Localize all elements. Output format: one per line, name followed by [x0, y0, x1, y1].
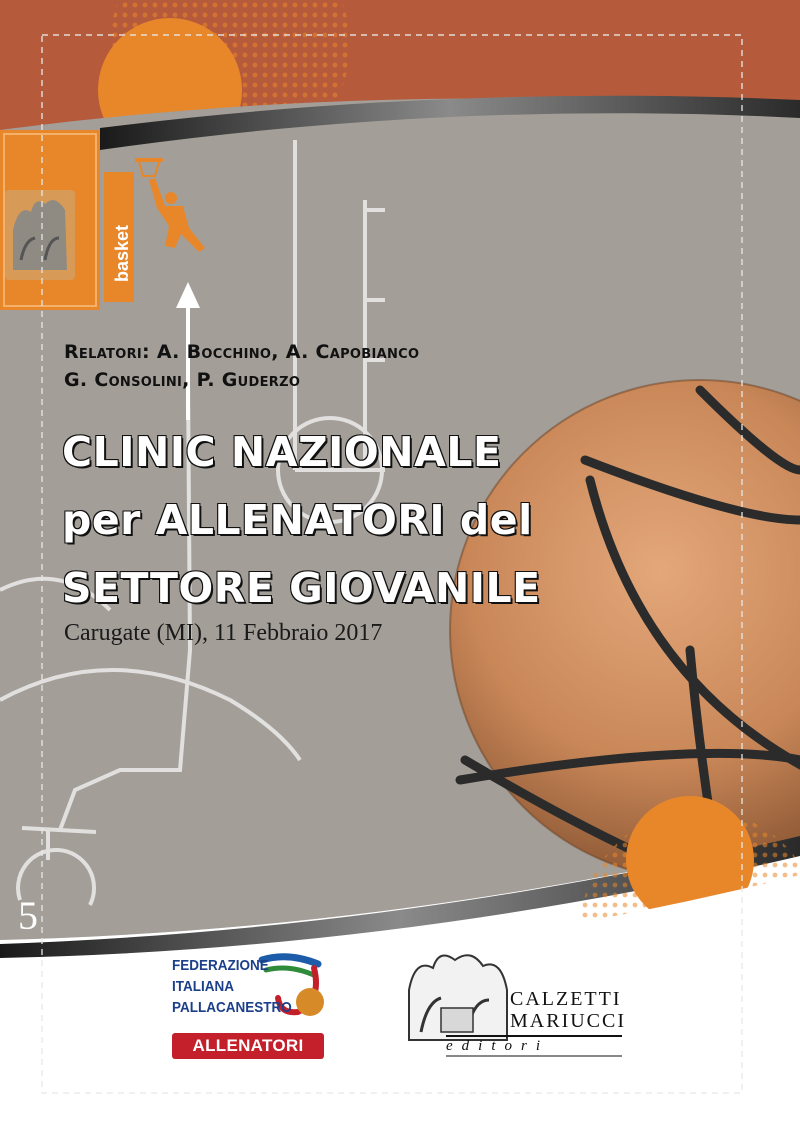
publisher-logo-icon: [409, 955, 507, 1040]
federation-badge: [172, 1033, 324, 1059]
publisher-line-1: CALZETTI: [510, 988, 622, 1010]
series-tag-label: basket: [112, 224, 132, 282]
publisher-subtitle: editori: [446, 1038, 549, 1054]
publisher-name: [510, 988, 626, 1032]
federation-name: [172, 955, 292, 1018]
publisher-line-2: MARIUCCI: [510, 1010, 627, 1032]
federation-line-2: ITALIANA: [172, 978, 235, 995]
publisher-lion-logo-icon: [5, 190, 75, 280]
cover-title: [62, 418, 541, 622]
title-line-1: CLINIC NAZIONALE: [62, 428, 502, 476]
speakers-line-2: G. Consolini, P. Guderzo: [64, 369, 301, 391]
speakers-line-1: Relatori: A. Bocchino, A. Capobianco: [64, 341, 420, 363]
federation-badge-label: ALLENATORI: [192, 1036, 304, 1055]
event-date-location: Carugate (MI), 11 Febbraio 2017: [64, 620, 383, 646]
title-line-3: SETTORE GIOVANILE: [62, 564, 541, 612]
federation-line-3: PALLACANESTRO: [172, 999, 292, 1016]
speakers-block: [64, 338, 419, 394]
volume-number: 5: [18, 893, 38, 938]
federation-line-1: FEDERAZIONE: [172, 957, 269, 974]
title-line-2: per ALLENATORI del: [62, 496, 533, 544]
